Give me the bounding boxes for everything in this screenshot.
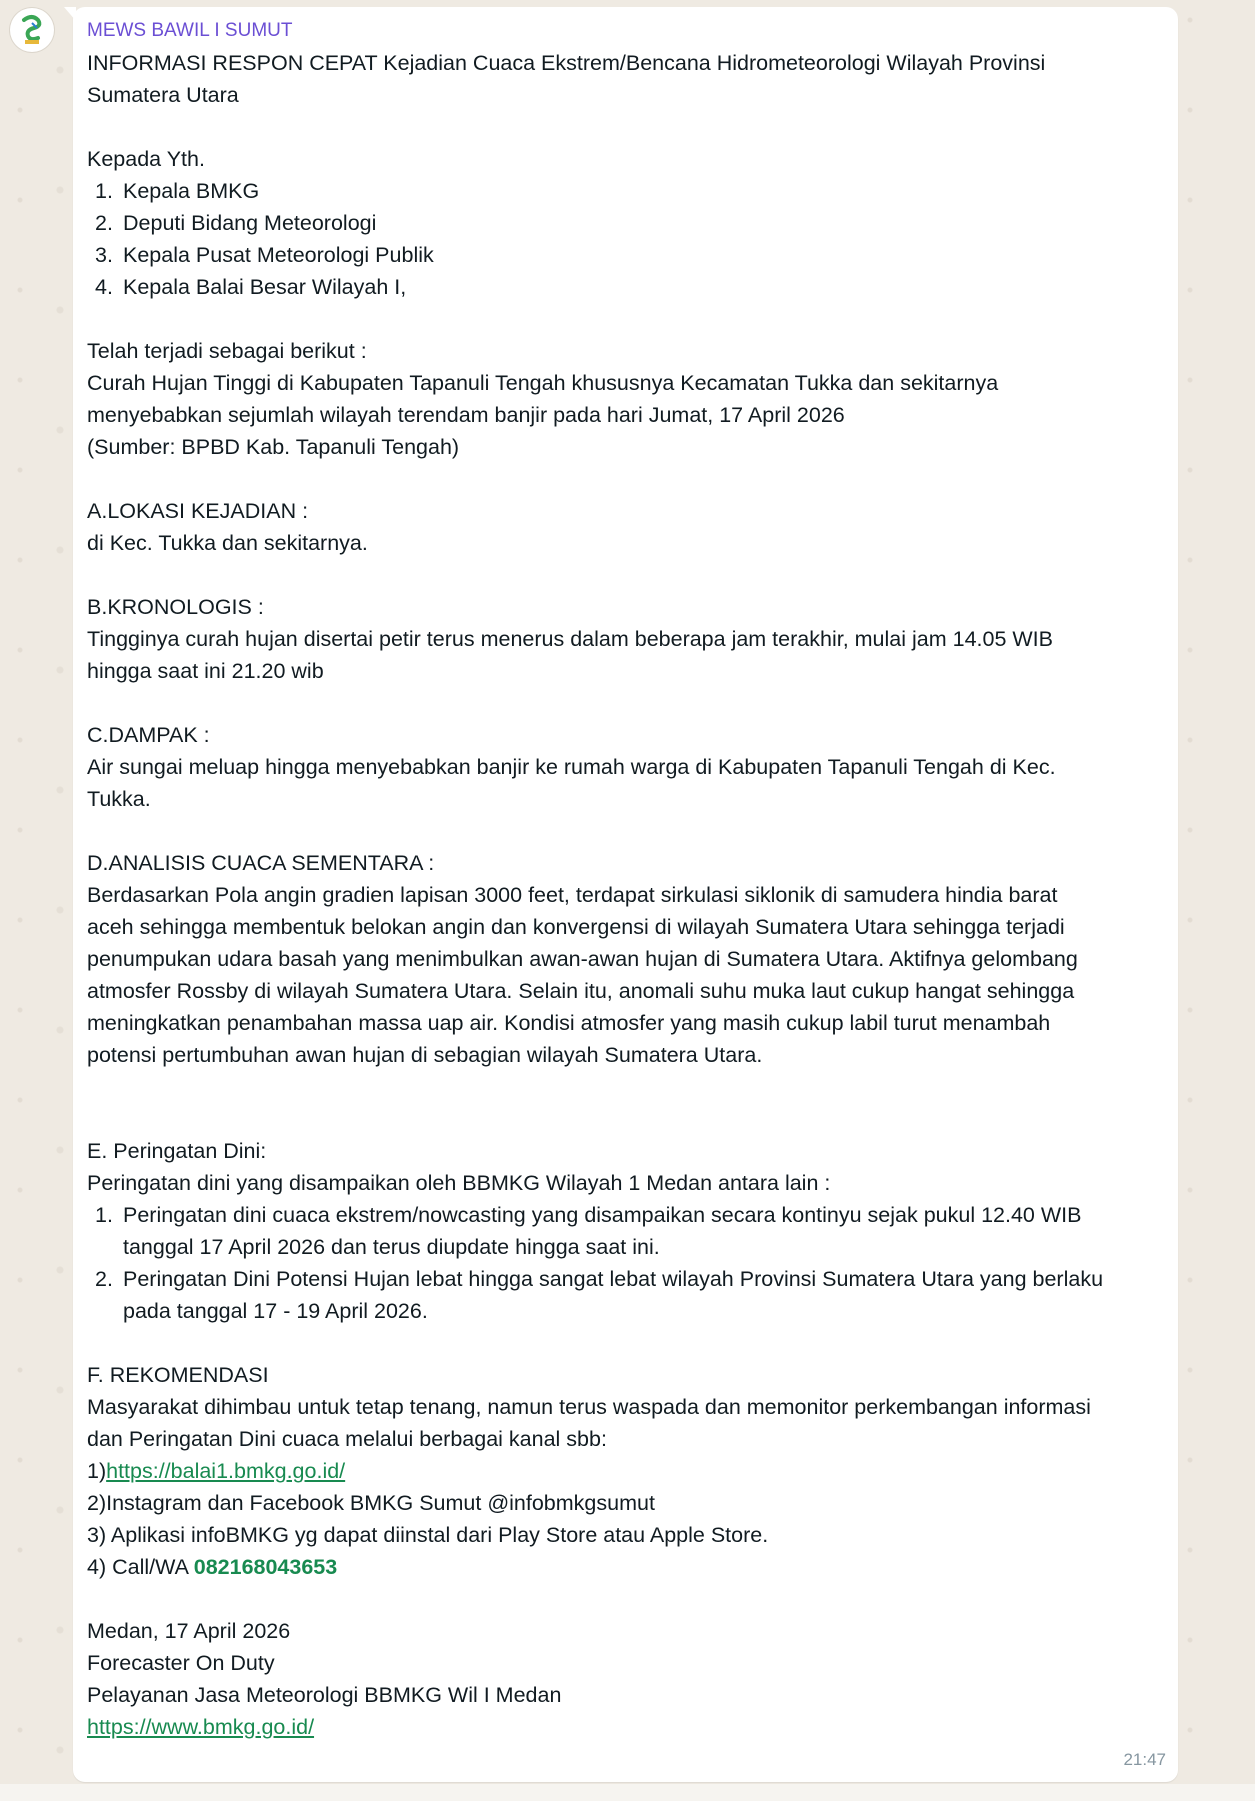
signature-date: Medan, 17 April 2026 (87, 1619, 291, 1643)
list-item: 3. Kepala Pusat Meteorologi Publik (95, 243, 434, 267)
message-timestamp: 21:47 (1123, 1750, 1166, 1769)
channel-item: 1)https://balai1.bmkg.go.id/ (87, 1459, 346, 1483)
intro-source: (Sumber: BPBD Kab. Tapanuli Tengah) (87, 435, 460, 459)
phone-number[interactable]: 082168043653 (193, 1555, 338, 1579)
section-text: meningkatkan penambahan massa uap air. Kondisi atmosfer yang masih cukup labil turut menambah (87, 1011, 1051, 1035)
section-text: potensi pertumbuhan awan hujan di sebagian wilayah Sumatera Utara. (87, 1043, 763, 1067)
section-text: Tingginya curah hujan disertai petir terus menerus dalam beberapa jam terakhir, mulai jam 14.05 WIB (87, 627, 1053, 651)
bottom-bar (0, 1784, 1255, 1801)
list-item: 1. Peringatan dini cuaca ekstrem/nowcasting yang disampaikan secara kontinyu sejak pukul 12.40 WIB tanggal 17 April 2026 dan terus diupdate hingga saat ini. (95, 1203, 1082, 1259)
signature-link-line (87, 1711, 1164, 1743)
warnings-list (87, 1199, 1164, 1327)
intro-text: menyebabkan sejumlah wilayah terendam banjir pada hari Jumat, 17 April 2026 (87, 403, 845, 427)
intro-label: Telah terjadi sebagai berikut : (87, 339, 367, 363)
section-text: aceh sehingga membentuk belokan angin dan konvergensi di wilayah Sumatera Utara sehingga terjadi (87, 915, 1065, 939)
signature-org: Pelayanan Jasa Meteorologi BBMKG Wil I Medan (87, 1683, 562, 1707)
section-text: Tukka. (87, 787, 151, 811)
list-item: 2. Deputi Bidang Meteorologi (95, 211, 377, 235)
section-text: Air sungai meluap hingga menyebabkan banjir ke rumah warga di Kabupaten Tapanuli Tengah di Kec. (87, 755, 1056, 779)
section-heading: A.LOKASI KEJADIAN : (87, 499, 309, 523)
list-item: 1. Kepala BMKG (95, 179, 260, 203)
section-heading: B.KRONOLOGIS : (87, 595, 264, 619)
section-text: Berdasarkan Pola angin gradien lapisan 3000 feet, terdapat sirkulasi siklonik di samudera hindia barat (87, 883, 1058, 907)
section-heading: F. REKOMENDASI (87, 1363, 269, 1387)
section-text: atmosfer Rossby di wilayah Sumatera Utara. Selain itu, anomali suhu muka laut cukup hangat sehingga (87, 979, 1075, 1003)
list-item: 4. Kepala Balai Besar Wilayah I, (95, 275, 407, 299)
title-line: Sumatera Utara (87, 83, 239, 107)
greeting: Kepada Yth. (87, 147, 205, 171)
sender-name[interactable]: MEWS BAWIL I SUMUT (87, 20, 293, 41)
section-text: di Kec. Tukka dan sekitarnya. (87, 531, 368, 555)
section-heading: C.DAMPAK : (87, 723, 210, 747)
title-line: INFORMASI RESPON CEPAT Kejadian Cuaca Ekstrem/Bencana Hidrometeorologi Wilayah Provinsi (87, 51, 1046, 75)
channel-item: 2)Instagram dan Facebook BMKG Sumut @infobmkgsumut (87, 1491, 655, 1515)
balai-link[interactable]: https://balai1.bmkg.go.id/ (106, 1459, 346, 1483)
section-text: Peringatan dini yang disampaikan oleh BBMKG Wilayah 1 Medan antara lain : (87, 1171, 831, 1195)
intro-text: Curah Hujan Tinggi di Kabupaten Tapanuli Tengah khususnya Kecamatan Tukka dan sekitarnya (87, 371, 999, 395)
bmkg-logo-icon (10, 8, 54, 52)
recipients-list (87, 175, 1164, 303)
message-body (87, 47, 1164, 1743)
avatar[interactable] (10, 8, 54, 52)
section-text: Masyarakat dihimbau untuk tetap tenang, namun terus waspada dan memonitor perkembangan informasi (87, 1395, 1091, 1419)
list-item: 2. Peringatan Dini Potensi Hujan lebat hingga sangat lebat wilayah Provinsi Sumatera Utara yang berlaku pada tanggal 17 - 19 April 2026. (95, 1267, 1104, 1323)
section-text: dan Peringatan Dini cuaca melalui berbagai kanal sbb: (87, 1427, 607, 1451)
signature-role: Forecaster On Duty (87, 1651, 275, 1675)
message-bubble[interactable] (73, 7, 1178, 1782)
section-heading: D.ANALISIS CUACA SEMENTARA : (87, 851, 435, 875)
bmkg-link[interactable]: https://www.bmkg.go.id/ (87, 1715, 315, 1739)
section-text: penumpukan udara basah yang menimbulkan awan-awan hujan di Sumatera Utara. Aktifnya gelombang (87, 947, 1078, 971)
channel-item: 3) Aplikasi infoBMKG yg dapat diinstal dari Play Store atau Apple Store. (87, 1523, 769, 1547)
section-heading: E. Peringatan Dini: (87, 1139, 267, 1163)
channel-item: 4) Call/WA 082168043653 (87, 1555, 338, 1579)
section-text: hingga saat ini 21.20 wib (87, 659, 324, 683)
